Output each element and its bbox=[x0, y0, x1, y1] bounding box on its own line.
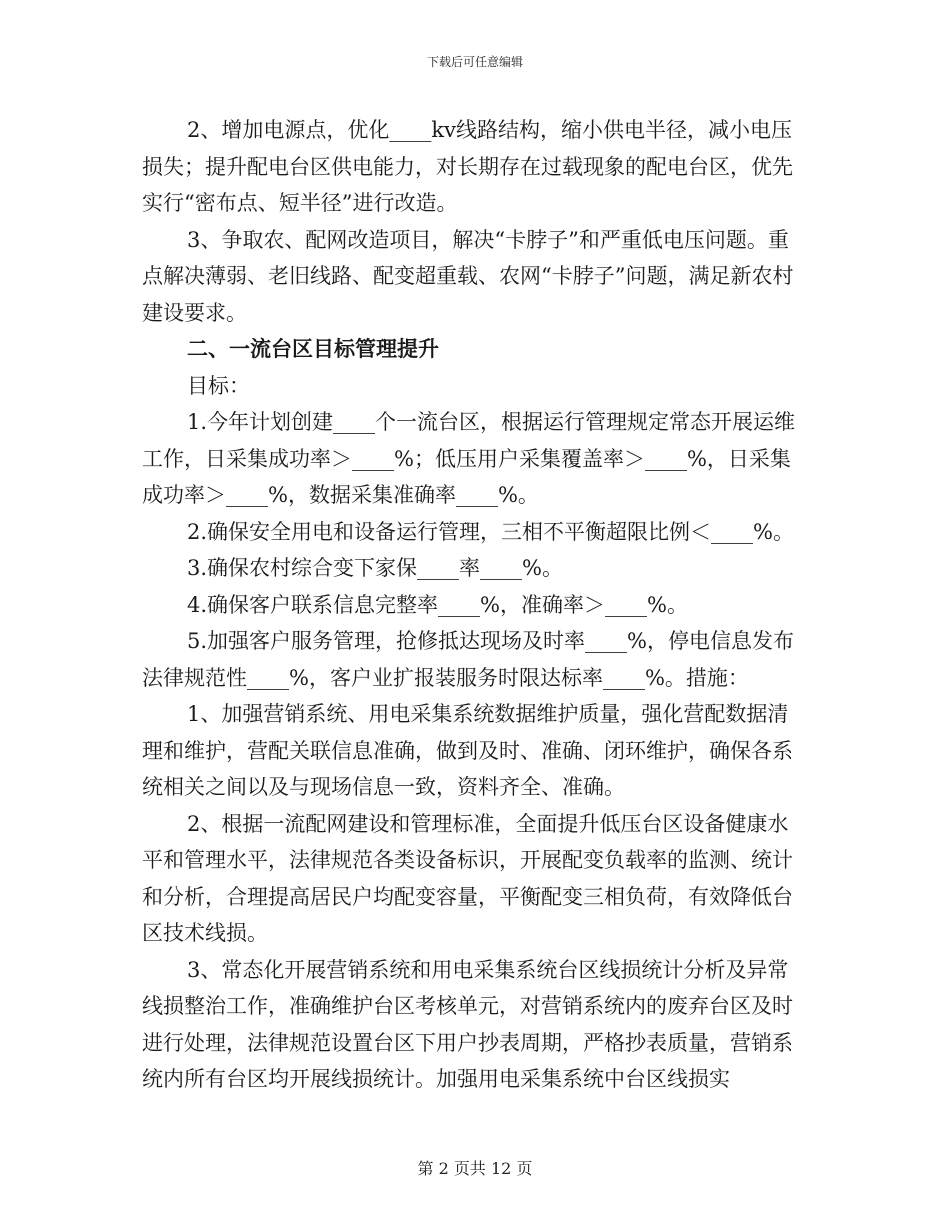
paragraph: 3.确保农村综合变下家保____率____%。 bbox=[187, 556, 563, 580]
paragraph: 1、加强营销系统、用电采集系统数据维护质量，强化营配数据清理和维护，营配关联信息准确，做到及时、准确、闭环维护，确保各系统相关之间以及与现场信息一致，资料齐全、准确。 bbox=[142, 702, 793, 799]
paragraph: 1.今年计划创建____个一流台区，根据运行管理规定常态开展运维工作，日采集成功率＞____%；低压用户采集覆盖率＞____%，日采集成功率＞____%，数据采集准确率____%。 bbox=[142, 410, 796, 507]
paragraph: 2.确保安全用电和设备运行管理，三相不平衡超限比例＜____%。 bbox=[187, 519, 794, 544]
page-header: 下载后可任意编辑 bbox=[426, 55, 523, 69]
paragraph: 3、争取农、配网改造项目，解决“卡脖子”和严重低电压问题。重点解决薄弱、老旧线路、配变超重载、农网“卡脖子”问题，满足新农村建设要求。 bbox=[142, 227, 794, 325]
paragraph: 5.加强客户服务管理，抢修抵达现场及时率____%，停电信息发布法律规范性____%，客户业扩报装服务时限达标率____%。措施： bbox=[142, 629, 794, 690]
document-body bbox=[142, 112, 802, 1098]
section-heading: 二、一流台区目标管理提升 bbox=[187, 336, 439, 361]
paragraph: 2、根据一流配网建设和管理标准，全面提升低压台区设备健康水平和管理水平，法律规范各类设备标识，开展配变负载率的监测、统计和分析，合理提高居民户均配变容量，平衡配变三相负荷，有效降低台区技术线损。 bbox=[142, 811, 793, 945]
paragraph: 目标： bbox=[187, 373, 250, 398]
paragraph: 3、常态化开展营销系统和用电采集系统台区线损统计分析及异常线损整治工作，准确维护台区考核单元，对营销系统内的废弃台区及时进行处理，法律规范设置台区下用户抄表周期，严格抄表质量，营销系统内所有台区均开展线损统计。加强用电采集系统中台区线损实 bbox=[142, 957, 793, 1091]
page-footer: 第 2 页共 12 页 bbox=[417, 1159, 533, 1178]
paragraph: 2、增加电源点，优化____kv线路结构，缩小供电半径，减小电压损失；提升配电台区供电能力，对长期存在过载现象的配电台区，优先实行“密布点、短半径”进行改造。 bbox=[142, 118, 793, 215]
paragraph: 4.确保客户联系信息完整率____%，准确率＞____%。 bbox=[187, 592, 688, 617]
